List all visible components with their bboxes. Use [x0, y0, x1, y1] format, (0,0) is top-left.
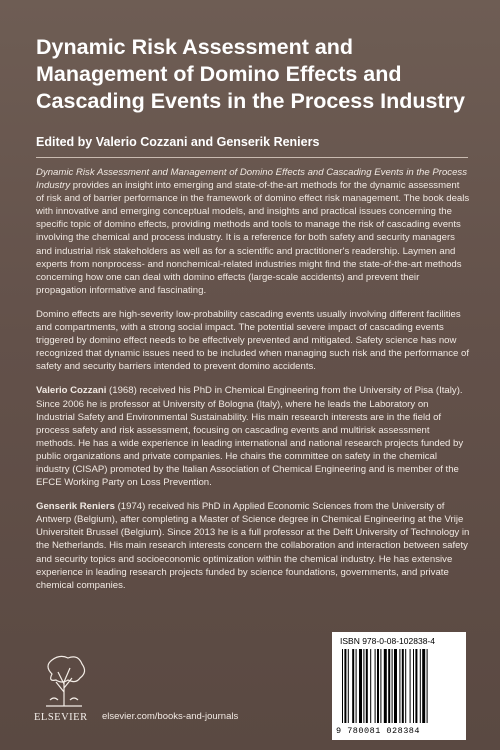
- barcode-bar: [420, 649, 421, 723]
- back-cover-text: [36, 166, 470, 603]
- bio-cozzani: [36, 384, 470, 489]
- isbn-barcode-box: [332, 632, 466, 740]
- barcode-bar: [422, 649, 425, 723]
- barcode-bar: [366, 649, 368, 723]
- barcode-bar: [410, 649, 411, 723]
- isbn-label: ISBN 978-0-08-102838-4: [340, 636, 435, 646]
- barcode-bar: [344, 649, 346, 723]
- barcode-bar: [370, 649, 371, 723]
- barcode-bar: [356, 649, 357, 723]
- book-title: Dynamic Risk Assessment and Management of Domino Effects and Cascading Events in the Process Industry: [36, 35, 465, 113]
- publisher-website-link[interactable]: elsevier.com/books-and-journals: [102, 711, 239, 722]
- bio-text: (1974) received his PhD in Applied Economic Sciences from the University of Antwerp (Belgium), after completing a Master of Science degree in Chemical Engineering at the Vrije Universiteit Brussel (Belgium). Since 2013 he is a full professor at the Delft University of Technology in the Netherlands. His main research interests concern the collaboration and interaction between safety and security topics and socioeconomic optimization within the chemical industry. He has extensive experience in leading research projects funded by science foundations, governments, and private chemical companies.: [36, 501, 470, 591]
- barcode-bar: [405, 649, 406, 723]
- barcode-icon: [340, 649, 458, 725]
- barcode-bar: [384, 649, 387, 723]
- elsevier-tree-logo-icon: [34, 652, 94, 708]
- publisher-name: ELSEVIER: [34, 712, 88, 723]
- barcode-digits: 9 780081 028384: [336, 726, 421, 736]
- bio-text: (1968) received his PhD in Chemical Engineering from the University of Pisa (Italy). Since 2006 he is professor at University of Bologna (Italy), where he leads the Laboratory on Industrial Safety and Environmental Sustainability. His main research interests are in the field of process safety and risk assessment, focusing on cascading events and multirisk assessment methods. He has a wide experience in leading international and national research projects funded by public organizations and private companies. He chairs the committee on safety in the chemical industry (CISAP) promoted by the Italian Association of Chemical Engineering and is member of the EFCE Working Party on Loss Prevention.: [36, 385, 464, 489]
- barcode-bar: [402, 649, 404, 723]
- barcode-bar: [342, 649, 343, 723]
- barcode-bar: [415, 649, 417, 723]
- barcode-bar: [394, 649, 397, 723]
- description-text: provides an insight into emerging and state-of-the-art methods for the dynamic assessment of risk and of barrier performance in the framework of domino effect risk management. The book deals with innovative and emerging conceptual models, and insights and practical issues concerning the specific topic of domino effects, providing methods and tools to manage the risk of cascading events involving the chemical and process industry. It is a reference for both safety and security managers and industrial risk stakeholders as well as for a scientific and practitioner's readership. Laymen and experts from nonprocess- and nonchemical-related industries might find the state-of-the-art methods concerning how one can deal with domino effects (large-scale accidents) and prevent their propagation informative and fascinating.: [36, 180, 470, 296]
- description-paragraph-2: Domino effects are high-severity low-probability cascading events usually involving different facilities and compartments, with a strong social impact. The potential severe impact of cascading events triggered by domino effect needs to be effectively prevented and mitigated. Safety science has now recognized that dynamic issues need to be included when managing such risk and the performance of safety and security barriers intended to prevent domino accidents.: [36, 308, 470, 373]
- barcode-bar: [427, 649, 428, 723]
- description-title-italic: Dynamic Risk Assessment and Management of Domino Effects and Cascading Events in the Process Industry: [36, 167, 468, 192]
- barcode-bar: [359, 649, 362, 723]
- barcode-bar: [363, 649, 364, 723]
- bio-name: Genserik Reniers: [36, 501, 115, 513]
- barcode-bar: [392, 649, 393, 723]
- bio-reniers: [36, 500, 470, 592]
- barcode-bar: [348, 649, 349, 723]
- bio-name: Valerio Cozzani: [36, 385, 107, 397]
- barcode-bar: [377, 649, 379, 723]
- barcode-bar: [375, 649, 376, 723]
- divider: [36, 157, 468, 158]
- barcode-bar: [388, 649, 390, 723]
- barcode-bar: [380, 649, 381, 723]
- barcode-bar: [399, 649, 400, 723]
- editors-line: Edited by Valerio Cozzani and Genserik Reniers: [36, 135, 320, 149]
- barcode-bar: [352, 649, 354, 723]
- barcode-bar: [413, 649, 414, 723]
- description-paragraph-1: [36, 166, 470, 297]
